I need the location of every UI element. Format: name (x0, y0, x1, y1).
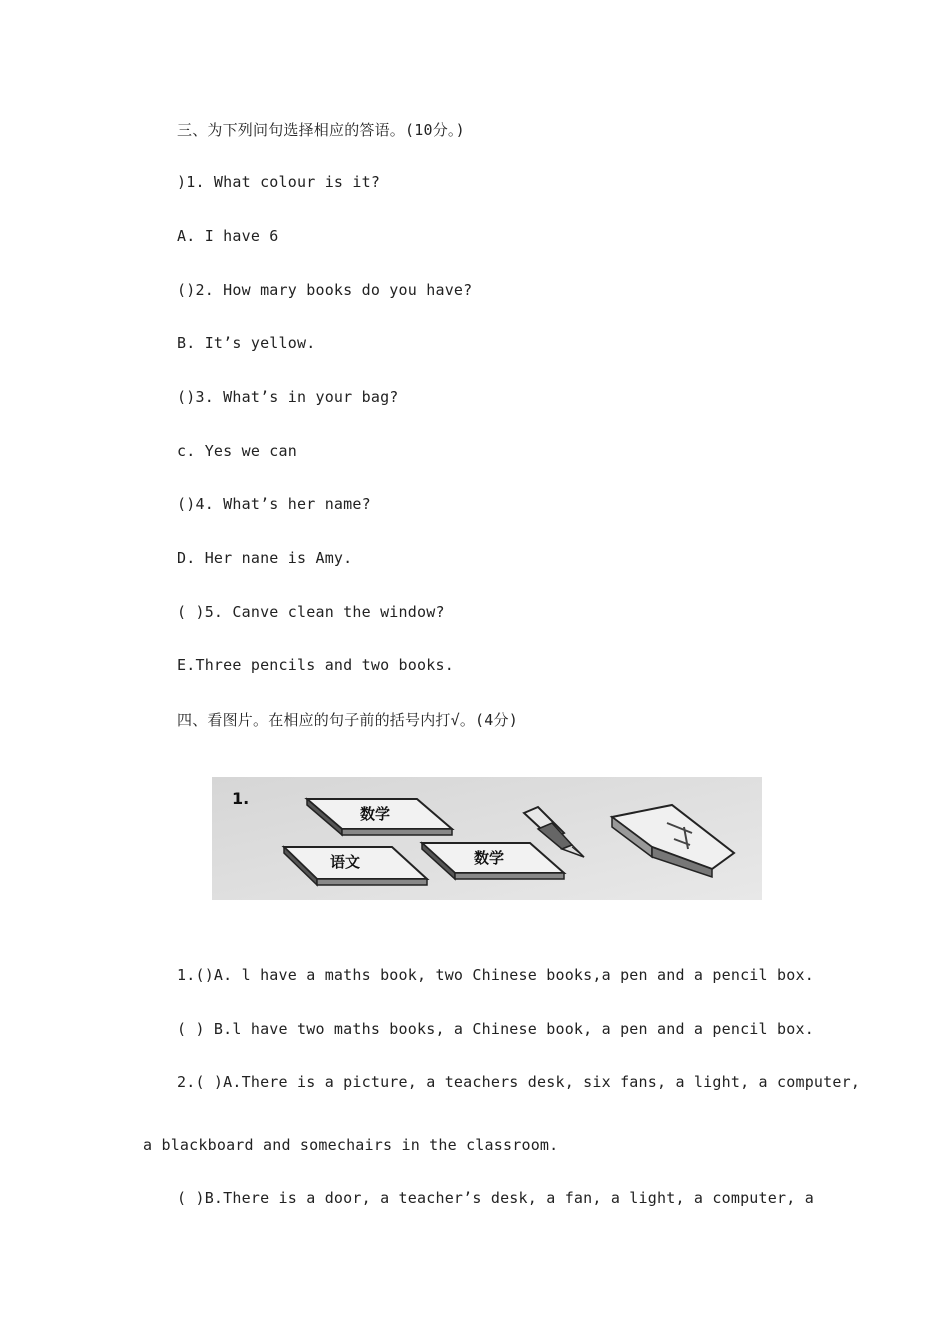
item-1b: ( ) B.l have two maths books, a Chinese book, a pen and a pencil box. (177, 1020, 814, 1038)
item-2b: ( )B.There is a door, a teacher’s desk, a fan, a light, a computer, a (177, 1189, 814, 1207)
answer-e: E.Three pencils and two books. (177, 656, 454, 674)
chinese-book-label: 语文 (330, 853, 361, 871)
question-5: ( )5. Canve clean the window? (177, 603, 445, 621)
question-2: ()2. How mary books do you have? (177, 281, 473, 299)
answer-c: c. Yes we can (177, 442, 297, 460)
question-3: ()3. What’s in your bag? (177, 388, 399, 406)
answer-d: D. Her nane is Amy. (177, 549, 353, 567)
section-3-heading: 三、为下列问句选择相应的答语。(10分。) (177, 121, 465, 139)
item-2a-continued: a blackboard and somechairs in the classroom. (143, 1136, 559, 1154)
answer-a: A. I have 6 (177, 227, 279, 245)
question-4: ()4. What’s her name? (177, 495, 371, 513)
figure-number-label: 1. (232, 789, 250, 808)
items-picture (212, 777, 762, 900)
maths-book-2-label: 数学 (474, 849, 505, 867)
answer-b: B. It’s yellow. (177, 334, 316, 352)
question-1: )1. What colour is it? (177, 173, 381, 191)
section-4-heading: 四、看图片。在相应的句子前的括号内打√。(4分) (177, 711, 518, 729)
item-1a: 1.()A. l have a maths book, two Chinese books,a pen and a pencil box. (177, 966, 814, 984)
item-2a: 2.( )A.There is a picture, a teachers desk, six fans, a light, a computer, (177, 1073, 861, 1091)
maths-book-1-label: 数学 (360, 805, 391, 823)
